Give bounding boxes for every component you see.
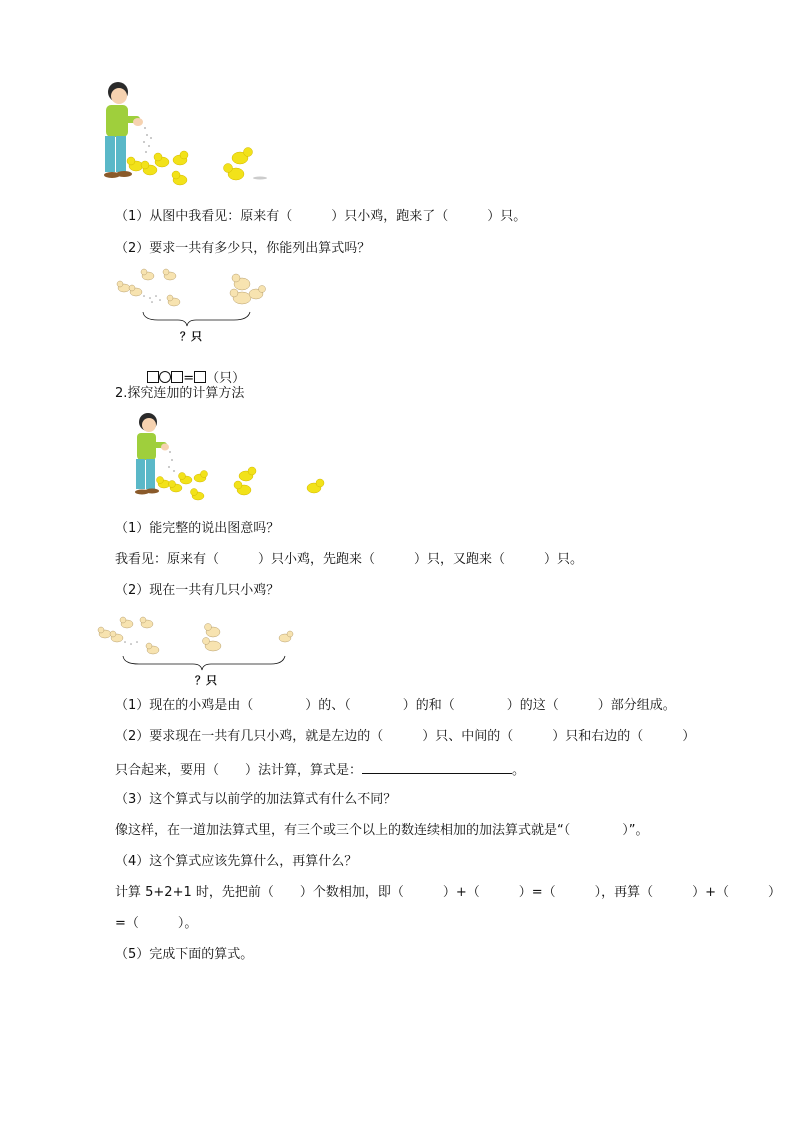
chick-brace-diagram	[110, 262, 280, 344]
part2-question-text: 只合起来，要用（ ）法计算，算式是：	[115, 763, 363, 778]
boy-feeding-chicks-illustration	[100, 80, 275, 195]
three-group-chick-brace-diagram	[95, 610, 300, 688]
section2-question1-answer: 我看见：原来有（ ）只小鸡，先跑来（ ）只，又跑来（ ）只。	[115, 552, 584, 567]
operator-circle-icon	[159, 371, 171, 383]
section2-question1: （1）能完整的说出图意吗？	[115, 521, 280, 536]
section1-question1: （1）从图中我看见：原来有（ ）只小鸡，跑来了（ ）只。	[115, 209, 527, 224]
part4-question: （4）这个算式应该先算什么，再算什么？	[115, 854, 358, 869]
brace-label: ？只	[180, 330, 202, 343]
blank-box-icon	[194, 371, 206, 383]
part3-answer: 像这样，在一道加法算式里，有三个或三个以上的数连续相加的加法算式就是“（ ）”。	[115, 823, 649, 838]
boy-feeding-three-groups-illustration	[130, 410, 335, 502]
period: 。	[512, 763, 526, 778]
addition-formula: = （只）	[139, 352, 245, 388]
part2-question-line1: （2）要求现在一共有几只小鸡，就是左边的（ ）只、中间的（ ）只和右边的（ ）	[115, 729, 696, 744]
blank-box-icon	[171, 371, 183, 383]
formula-unit: （只）	[206, 371, 246, 386]
part4-answer-line2: =（ ）。	[115, 916, 198, 931]
equation-answer-blank[interactable]	[362, 760, 512, 774]
section2-heading: 2.探究连加的计算方法	[115, 386, 245, 401]
part3-question: （3）这个算式与以前学的加法算式有什么不同？	[115, 792, 397, 807]
blank-box-icon	[147, 371, 159, 383]
part1-composition: （1）现在的小鸡是由（ ）的、（ ）的和（ ）的这（ ）部分组成。	[115, 698, 676, 713]
brace-label: ？只	[195, 674, 217, 687]
part4-answer-line1: 计算 5+2+1 时，先把前（ ）个数相加，即（ ）+（ ）=（ ），再算（ ）+（ ）	[115, 885, 782, 900]
part2-question-line2	[115, 760, 525, 780]
section2-question2: （2）现在一共有几只小鸡？	[115, 583, 280, 598]
part5-instruction: （5）完成下面的算式。	[115, 947, 254, 962]
section1-question2: （2）要求一共有多少只，你能列出算式吗？	[115, 241, 371, 256]
